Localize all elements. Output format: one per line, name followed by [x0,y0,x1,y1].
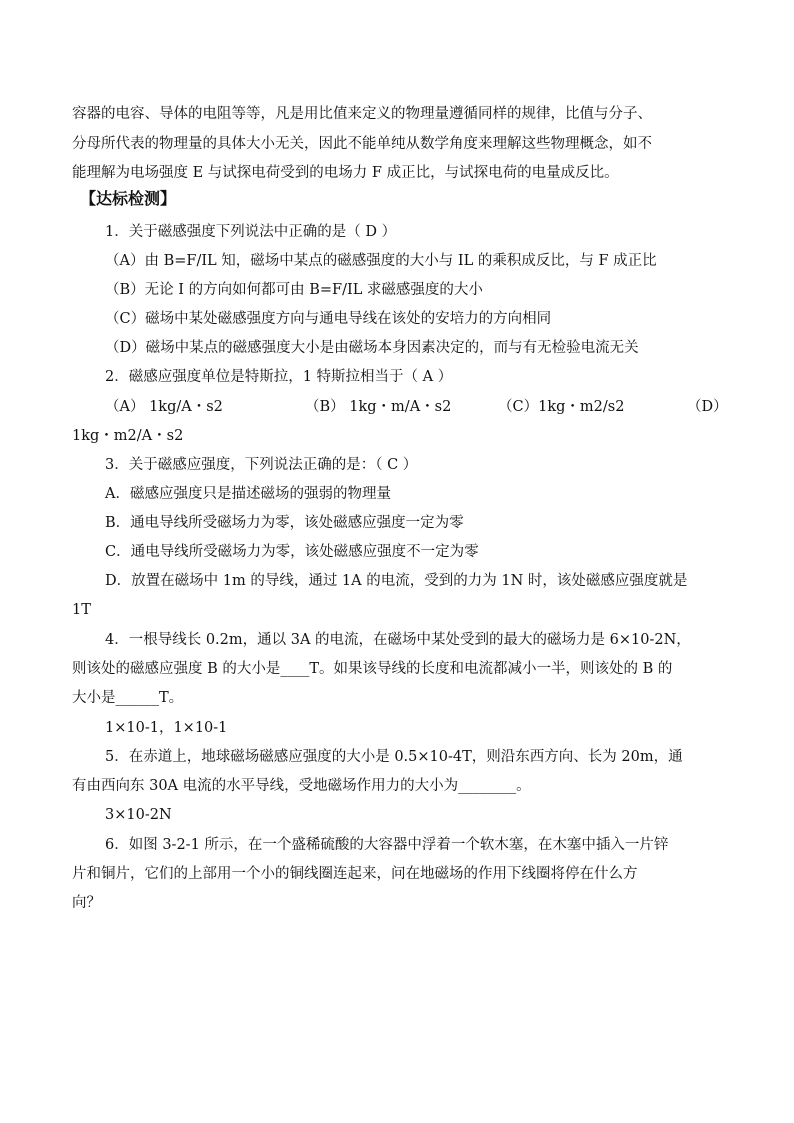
q5-answer: 3×10-2N [105,807,172,823]
section-title: 【达标检测】 [80,189,177,208]
q1-option-c: （C）磁场中某处磁感强度方向与通电导线在该处的安培力的方向相同 [105,311,552,327]
intro-line-3: 能理解为电场强度 E 与试探电荷受到的电场力 F 成正比，与试探电荷的电量成反比。 [72,165,619,181]
q1-option-b: （B）无论 I 的方向如何都可由 B=F/IL 求磁感强度的大小 [105,282,483,298]
q2-option-b: （B） 1kg・m/A・s2 [305,399,452,415]
q3-option-a: A．磁感应强度只是描述磁场的强弱的物理量 [105,486,391,502]
q3-stem: 3．关于磁感应强度，下列说法正确的是：（ C ） [105,457,418,473]
q4-line-1: 4．一根导线长 0.2m，通以 3A 的电流，在磁场中某处受到的最大的磁场力是 6×10-2N， [105,632,691,648]
q4-line-3: 大小是______T。 [72,690,184,706]
q2-option-d-label: （D） [687,399,728,415]
q3-option-d-cont: 1T [72,602,91,618]
q2-option-d: 1kg・m2/A・s2 [72,428,184,444]
q5-line-1: 5．在赤道上，地球磁场磁感应强度的大小是 0.5×10-4T，则沿东西方向、长为 20m，通 [105,749,683,765]
q2-stem: 2．磁感应强度单位是特斯拉，1 特斯拉相当于（ A ） [105,369,453,385]
q6-line-1: 6．如图 3-2-1 所示，在一个盛稀硫酸的大容器中浮着一个软木塞，在木塞中插入一片锌 [105,837,669,853]
q3-option-d: D．放置在磁场中 1m 的导线，通过 1A 的电流，受到的力为 1N 时，该处磁感应强度就是 [105,573,688,589]
q5-line-2: 有由西向东 30A 电流的水平导线，受地磁场作用力的大小为________。 [72,778,531,794]
q6-line-3: 向？ [72,895,101,911]
q2-option-c: （C）1kg・m2/s2 [498,399,625,415]
q1-option-a: （A）由 B=F/IL 知，磁场中某点的磁感强度的大小与 IL 的乘积成反比，与 F 成正比 [105,253,657,269]
q3-option-b: B．通电导线所受磁场力为零，该处磁感应强度一定为零 [105,515,464,531]
q6-line-2: 片和铜片，它们的上部用一个小的铜线圈连起来，问在地磁场的作用下线圈将停在什么方 [72,866,638,882]
q4-line-2: 则该处的磁感应强度 B 的大小是____T。如果该导线的长度和电流都减小一半，则该处的 B 的 [72,661,673,677]
q1-option-d: （D）磁场中某点的磁感强度大小是由磁场本身因素决定的，而与有无检验电流无关 [105,340,639,356]
q1-stem: 1．关于磁感强度下列说法中正确的是（ D ） [105,224,397,240]
q3-option-c: C．通电导线所受磁场力为零，该处磁感应强度不一定为零 [105,544,479,560]
intro-line-1: 容器的电容、导体的电阻等等，凡是用比值来定义的物理量遵循同样的规律，比值与分子、 [72,106,652,122]
q2-option-a: （A） 1kg/A・s2 [105,399,223,415]
intro-line-2: 分母所代表的物理量的具体大小无关，因此不能单纯从数学角度来理解这些物理概念，如不 [72,136,652,152]
q4-answer: 1×10-1，1×10-1 [105,720,228,736]
q2-options-row [105,397,749,417]
